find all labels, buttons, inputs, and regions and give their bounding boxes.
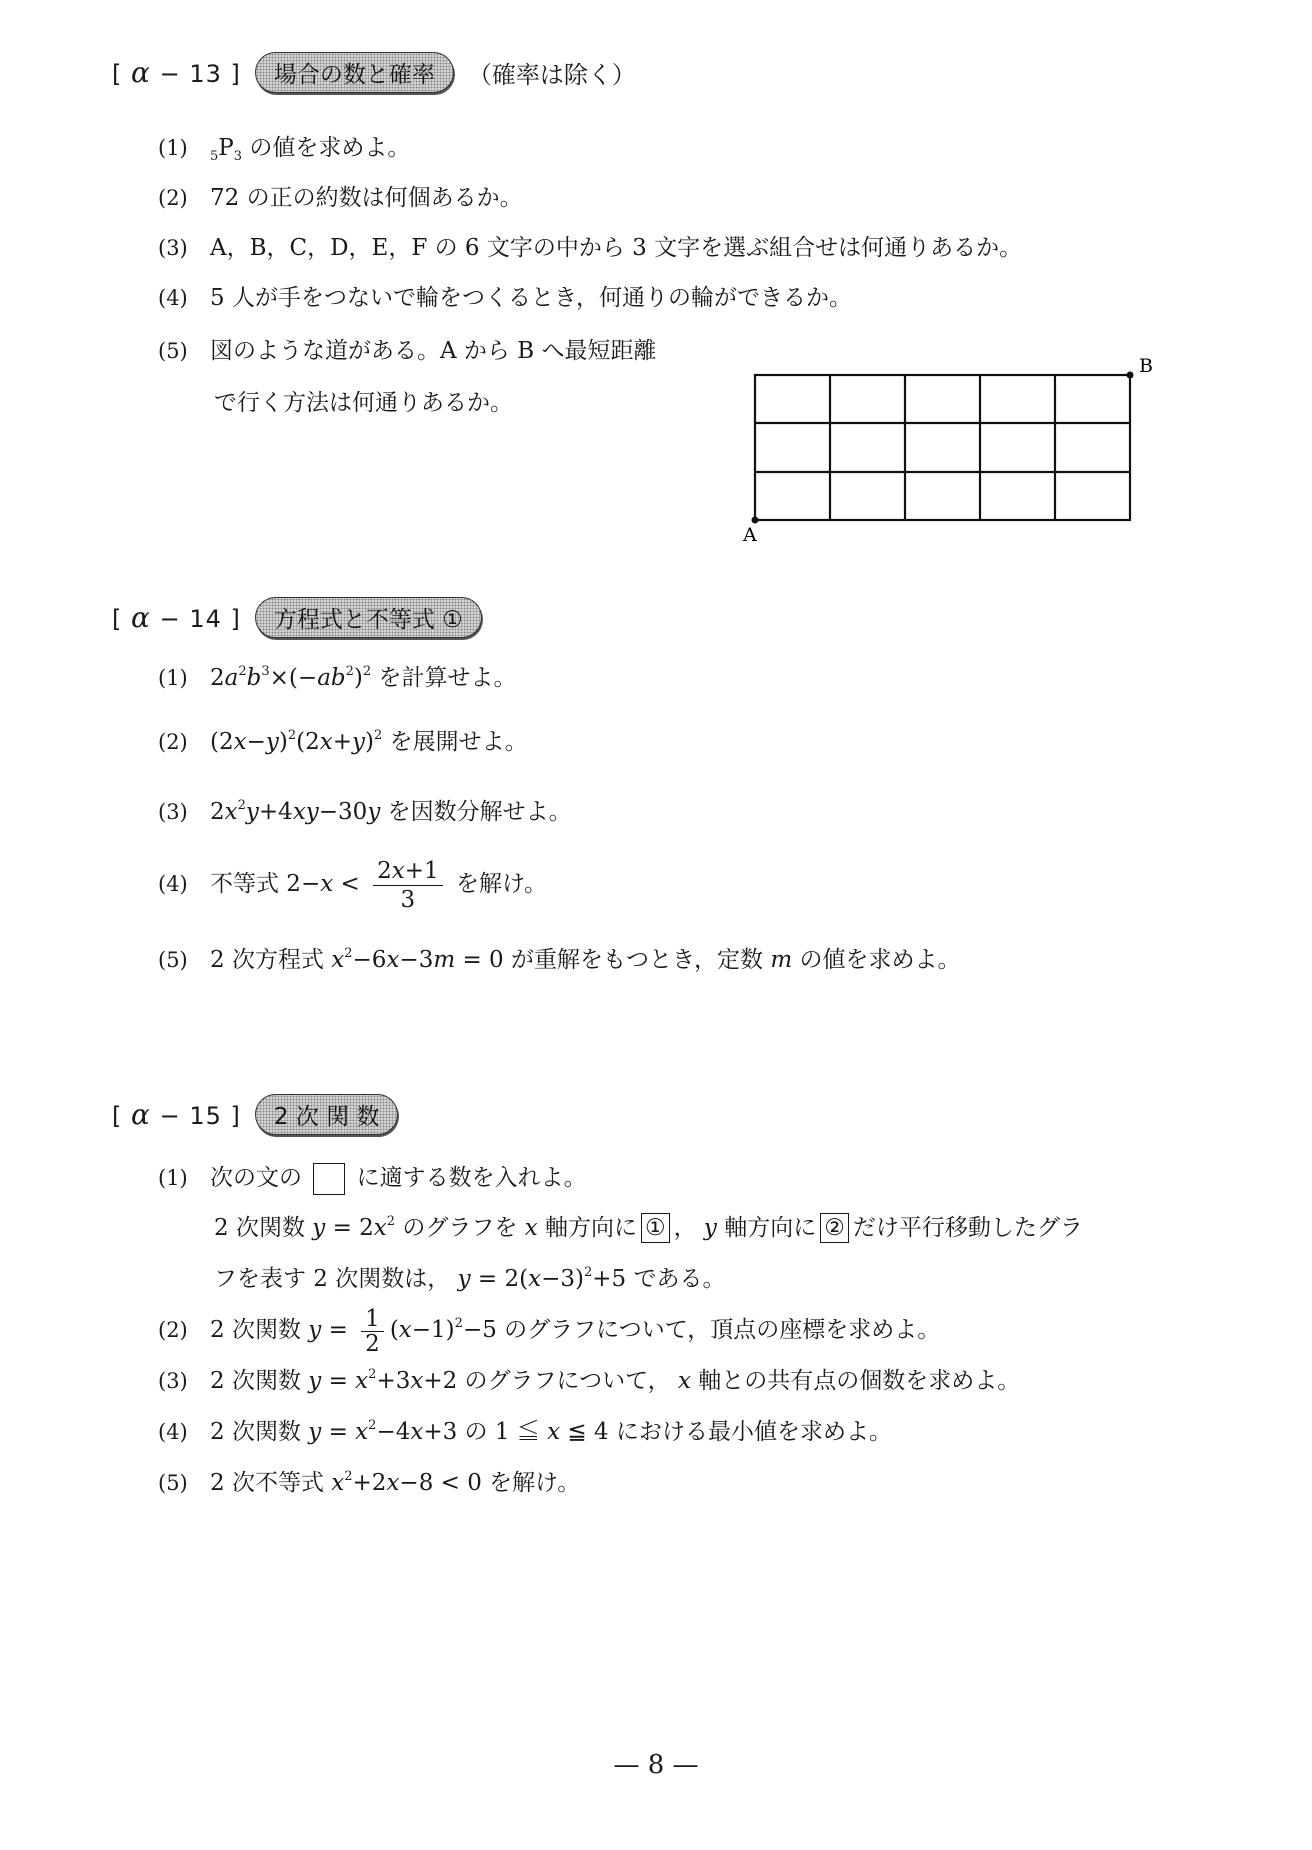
blank-1-box: ① [641, 1213, 670, 1243]
road-grid-figure [735, 345, 1155, 545]
s13-question-5-cont: で行く方法は何通りあるか。 [214, 390, 513, 416]
s13-question-3: (3) A，B，C，D，E，F の 6 文字の中から 3 文字を選ぶ組合せは何通りあるか。 [158, 235, 1023, 261]
s14-question-5: (5) 2 次方程式 $x^2-6x-3m = 0$ が重解をもつとき，定数 m の値を求めよ。 [158, 946, 961, 973]
s14-question-2: (2) $(2x-y)^2(2x+y)^2$ を展開せよ。 [158, 728, 528, 755]
point-a-label: A [743, 524, 757, 545]
blank-box [313, 1163, 345, 1195]
section-13-label: [ α − 13 ] [112, 55, 241, 89]
section-15-title-badge: 2 次 関 数 [255, 1094, 399, 1135]
section-13-note: （確率は除く） [467, 60, 636, 89]
s13-question-4: (4) 5 人が手をつないで輪をつくるとき，何通りの輪ができるか。 [158, 285, 853, 311]
s15-question-1-line-2: 2 次関数 $y = 2x^2$ のグラフを x 軸方向に ① ， y 軸方向に ② だけ平行移動したグラ [214, 1214, 1083, 1241]
fraction: $\frac{2x+1}{3}$ [373, 857, 443, 914]
s14-question-4: (4) 不等式 2−x < $\frac{2x+1}{3}$ を解け。 [158, 857, 548, 913]
s15-question-2: (2) 2 次関数 y = $\frac{1}{2}$ $(x-1)^2-5$ のグラフについて，頂点の座標を求めよ。 [158, 1305, 941, 1357]
road-grid-lines [755, 375, 1130, 520]
fraction-half: $\frac{1}{2}$ [361, 1307, 384, 1356]
point-a-marker [752, 517, 759, 524]
s13-question-1: (1) $_5P_3$ の値を求めよ。 [158, 135, 411, 164]
s13-question-5: (5) 図のような道がある。A から B へ最短距離 [158, 338, 657, 364]
blank-2-box: ② [820, 1213, 849, 1243]
s15-question-4: (4) 2 次関数 $y = x^2-4x+3$ の 1 ≦ x ≦ 4 における最小値を求めよ。 [158, 1418, 892, 1445]
section-15-label: [ α − 15 ] [112, 1097, 241, 1131]
s15-question-1: (1) 次の文の に適する数を入れよ。 [158, 1162, 587, 1195]
section-14-label: [ α − 14 ] [112, 600, 241, 634]
section-13-title-badge: 場合の数と確率 [255, 52, 454, 93]
page-number: — 8 — [613, 1750, 699, 1780]
point-b-label: B [1139, 355, 1153, 377]
s14-question-3: (3) $2x^2y+4xy-30y$ を因数分解せよ。 [158, 798, 572, 825]
s15-question-5: (5) 2 次不等式 $x^2+2x-8 < 0$ を解け。 [158, 1469, 581, 1496]
road-grid-svg [735, 345, 1155, 545]
section-14-title-badge: 方程式と不等式 ① [255, 597, 482, 638]
s15-question-1-line-3: フを表す 2 次関数は， $y = 2(x-3)^2+5$ である。 [214, 1265, 726, 1292]
s13-question-2: (2) 72 の正の約数は何個あるか。 [158, 185, 523, 211]
s15-question-3: (3) 2 次関数 $y = x^2+3x+2$ のグラフについて， x 軸との共有点の個数を求めよ。 [158, 1367, 1021, 1394]
section-13-header [112, 50, 636, 94]
s14-question-1: (1) $2a^2b^3\times(-ab^2)^2$ を計算せよ。 [158, 664, 517, 691]
section-15-header [112, 1092, 398, 1136]
section-14-header [112, 595, 482, 639]
point-b-marker [1127, 372, 1134, 379]
